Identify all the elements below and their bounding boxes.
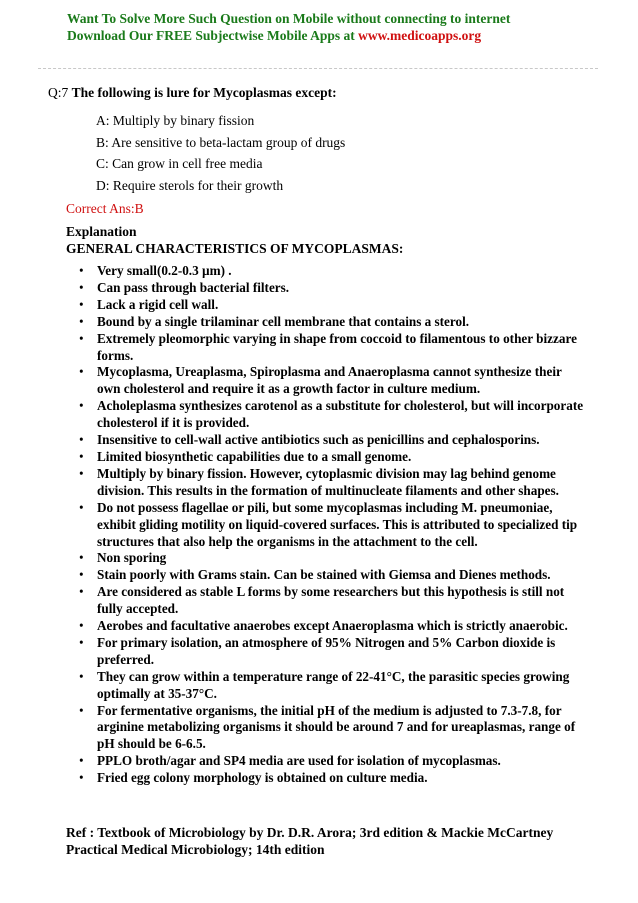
option-c: C: Can grow in cell free media [96, 156, 263, 171]
list-item [66, 331, 586, 365]
list-item [66, 297, 586, 314]
list-item [66, 263, 586, 280]
bullet-icon: • [79, 465, 84, 481]
option-a: A: Multiply by binary fission [96, 113, 255, 128]
correct-answer: Correct Ans:B [66, 201, 144, 216]
bullet-icon: • [79, 753, 84, 769]
list-item [66, 449, 586, 466]
question-number: Q:7 [48, 85, 69, 100]
bullet-icon: • [79, 550, 84, 566]
list-item-text: Do not possess flagellae or pili, but some mycoplasmas including M. pneumoniae, exhibit gliding motility on liquid-covered surfaces. This is attributed to specialized tip structures that also help the organisms in the attachment to the cell. [97, 499, 578, 549]
explanation-heading: GENERAL CHARACTERISTICS OF MYCOPLASMAS: [66, 241, 404, 256]
list-item-text: Bound by a single trilaminar cell membrane that contains a sterol. [97, 313, 470, 329]
list-item-text: Very small(0.2-0.3 µm) . [97, 263, 232, 278]
bullet-icon: • [79, 313, 84, 329]
list-item-text: For primary isolation, an atmosphere of 95% Nitrogen and 5% Carbon dioxide is preferred. [97, 634, 556, 667]
list-item-text: They can grow within a temperature range of 22-41°C, the parasitic species growing optimally at 35-37°C. [97, 668, 570, 701]
list-item [66, 753, 586, 770]
list-item-text: Are considered as stable L forms by some researchers but this hypothesis is still not fully accepted. [97, 584, 565, 617]
bullet-icon: • [79, 364, 84, 380]
option-b: B: Are sensitive to beta-lactam group of drugs [96, 134, 346, 150]
list-item-text: Extremely pleomorphic varying in shape from coccoid to filamentous to other bizzare forms. [97, 330, 577, 363]
list-item [66, 669, 586, 703]
bullet-icon: • [79, 432, 84, 448]
list-item [66, 314, 586, 331]
promo-line-1: Want To Solve More Such Question on Mobile without connecting to internet [67, 11, 511, 26]
list-item [66, 635, 586, 669]
list-item [66, 550, 586, 567]
list-item-text: Insensitive to cell-wall active antibiotics such as penicillins and cephalosporins. [97, 432, 540, 448]
explanation-header [66, 223, 403, 257]
list-item-text: Mycoplasma, Ureaplasma, Spiroplasma and Anaeroplasma cannot synthesize their own cholesterol and require it as a growth factor in culture medium. [97, 364, 562, 397]
reference-text: Ref : Textbook of Microbiology by Dr. D.R. Arora; 3rd edition & Mackie McCartney Practical Medical Microbiology; 14th edition [66, 825, 554, 857]
list-item [66, 584, 586, 618]
bullet-icon: • [79, 263, 84, 278]
bullet-icon: • [79, 584, 84, 600]
list-item-text: For fermentative organisms, the initial pH of the medium is adjusted to 7.3-7.8, for arginine metabolizing organisms it should be around 7 and for ureaplasmas, range of pH should be 6-6.5. [97, 702, 576, 752]
list-item-text: Acholeplasma synthesizes carotenol as a substitute for cholesterol, but will incorporate cholesterol if it is provided. [97, 398, 584, 431]
bullet-icon: • [79, 448, 84, 464]
list-item [66, 398, 586, 432]
bullet-icon: • [79, 634, 84, 650]
list-item-text: PPLO broth/agar and SP4 media are used for isolation of mycoplasmas. [97, 753, 501, 769]
list-item-text: Multiply by binary fission. However, cytoplasmic division may lag behind genome division. This results in the formation of multinucleate filaments and other shapes. [97, 465, 559, 498]
list-item [66, 567, 586, 584]
list-item [66, 364, 586, 398]
question-line [48, 84, 337, 101]
list-item [66, 280, 586, 297]
bullet-icon: • [79, 398, 84, 414]
list-item [66, 703, 586, 754]
bullet-icon: • [79, 567, 84, 583]
list-item-text: Limited biosynthetic capabilities due to a small genome. [97, 448, 412, 464]
bullet-icon: • [79, 668, 84, 684]
promo-banner [67, 10, 510, 44]
bullet-icon: • [79, 499, 84, 515]
list-item [66, 770, 586, 787]
bullet-icon: • [79, 618, 84, 634]
question-text: The following is lure for Mycoplasmas except: [71, 85, 337, 100]
list-item [66, 500, 586, 551]
list-item [66, 618, 586, 635]
bullet-icon: • [79, 296, 84, 312]
promo-line-2-text: Download Our FREE Subjectwise Mobile Apps at [67, 28, 359, 43]
list-item [66, 432, 586, 449]
bullet-icon: • [79, 279, 84, 295]
list-item-text: Lack a rigid cell wall. [97, 296, 219, 312]
bullet-icon: • [79, 702, 84, 718]
bullet-icon: • [79, 770, 84, 786]
answer-options [96, 112, 345, 198]
list-item-text: Stain poorly with Grams stain. Can be stained with Giemsa and Dienes methods. [97, 567, 551, 583]
option-d: D: Require sterols for their growth [96, 177, 284, 193]
explanation-label: Explanation [66, 224, 137, 239]
list-item-text: Non sporing [97, 550, 167, 566]
list-item-text: Fried egg colony morphology is obtained on culture media. [97, 770, 428, 786]
list-item [66, 466, 586, 500]
header-divider [38, 68, 598, 69]
promo-url-link[interactable]: www.medicoapps.org [358, 28, 482, 43]
bullet-icon: • [79, 330, 84, 346]
promo-line-2 [67, 27, 510, 44]
list-item-text: Aerobes and facultative anaerobes except Anaeroplasma which is strictly anaerobic. [97, 618, 568, 634]
list-item-text: Can pass through bacterial filters. [97, 279, 290, 295]
characteristics-list [66, 263, 586, 787]
